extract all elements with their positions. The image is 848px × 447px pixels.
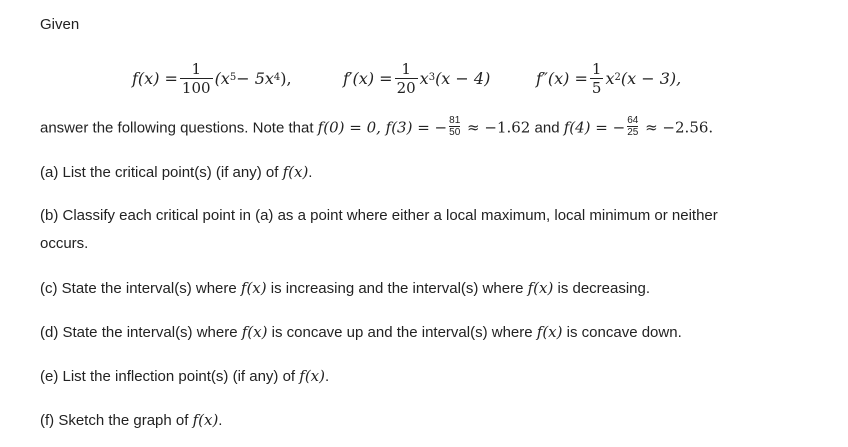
question-f-post: .: [218, 412, 223, 429]
question-b-line1: (b) Classify each critical point in (a) as a point where either a local maximum, local minimum or neither: [40, 207, 718, 224]
fprime-lhs: f′(x) =: [343, 68, 393, 88]
question-a: [40, 163, 312, 182]
fdoubleprime-coef-num: 1: [591, 59, 602, 78]
note-f4-fraction: [627, 115, 638, 138]
question-c-pre: (c) State the interval(s) where: [40, 280, 241, 297]
question-c: [40, 279, 650, 298]
question-c-mid: is increasing and the interval(s) where: [266, 280, 528, 297]
question-a-pre: (a) List the critical point(s) (if any) of: [40, 164, 283, 181]
fdoubleprime-coefficient: [590, 60, 604, 97]
question-d-math1: f(x): [241, 323, 268, 341]
f-rest-mid: − 5x: [236, 68, 274, 88]
f-coef-num: 1: [191, 59, 202, 78]
note-lead: answer the following questions. Note that: [40, 119, 318, 137]
equation-f: f(x) = $\frac{1}{100}$ (x 5 − 5x 4 ),: [132, 59, 292, 97]
equations-row: [0, 48, 848, 108]
question-d-math2: f(x): [536, 323, 563, 341]
question-c-post: is decreasing.: [553, 280, 651, 297]
note-f4: f(4) = −: [563, 118, 626, 137]
f-rest-open: (x: [214, 68, 230, 88]
question-d: [40, 323, 682, 342]
question-c-math2: f(x): [527, 279, 554, 297]
question-f: [40, 411, 222, 430]
note-f4-approx: ≈ −2.56.: [640, 118, 714, 137]
note-f3-approx: ≈ −1.62: [462, 118, 531, 137]
question-e-pre: (e) List the inflection point(s) (if any) of: [40, 368, 300, 385]
question-b-line2: occurs.: [40, 235, 89, 252]
f-coefficient: [180, 60, 213, 97]
f-rest-close: ),: [280, 68, 292, 88]
fdoubleprime-lhs: f″(x) =: [536, 68, 588, 88]
fprime-coefficient: [395, 60, 418, 97]
question-d-post: is concave down.: [562, 324, 682, 341]
note-f3-den: 50: [449, 127, 461, 138]
f-lhs: f(x) =: [132, 68, 178, 88]
note-f3-num: 81: [449, 115, 461, 126]
question-c-math1: f(x): [240, 279, 267, 297]
intro-text: Given: [40, 16, 80, 33]
question-a-math: f(x): [282, 163, 309, 181]
question-e: [40, 367, 329, 386]
fprime-coef-num: 1: [401, 59, 411, 78]
note-and: and: [530, 119, 564, 137]
equation-fdoubleprime: f″(x) = $\frac{1}{5}$ x 2 (x − 3),: [536, 59, 682, 97]
question-f-math: f(x): [192, 411, 219, 429]
question-f-pre: (f) Sketch the graph of: [40, 412, 193, 429]
note-f4-den: 25: [627, 127, 639, 138]
fprime-coef-den: 20: [396, 78, 416, 97]
fdoubleprime-rest-b: (x − 3),: [620, 68, 682, 88]
note-f3-fraction: [449, 115, 460, 138]
f-coef-den: 100: [181, 78, 211, 97]
question-e-post: .: [325, 368, 330, 385]
note-f4-num: 64: [627, 115, 639, 126]
fprime-rest-a: x: [419, 68, 429, 88]
question-d-pre: (d) State the interval(s) where: [40, 324, 242, 341]
fdoubleprime-rest-a: x: [605, 68, 615, 88]
note-line: [40, 117, 713, 140]
equation-fprime: f′(x) = $\frac{1}{20}$ x 3 (x − 4): [343, 59, 491, 97]
question-d-mid: is concave up and the interval(s) where: [267, 324, 537, 341]
fprime-rest-b: (x − 4): [435, 68, 491, 88]
note-f0-f3: f(0) = 0, f(3) = −: [317, 118, 448, 137]
question-a-post: .: [308, 164, 313, 181]
question-e-math: f(x): [299, 367, 325, 385]
fdoubleprime-coef-den: 5: [591, 78, 602, 97]
